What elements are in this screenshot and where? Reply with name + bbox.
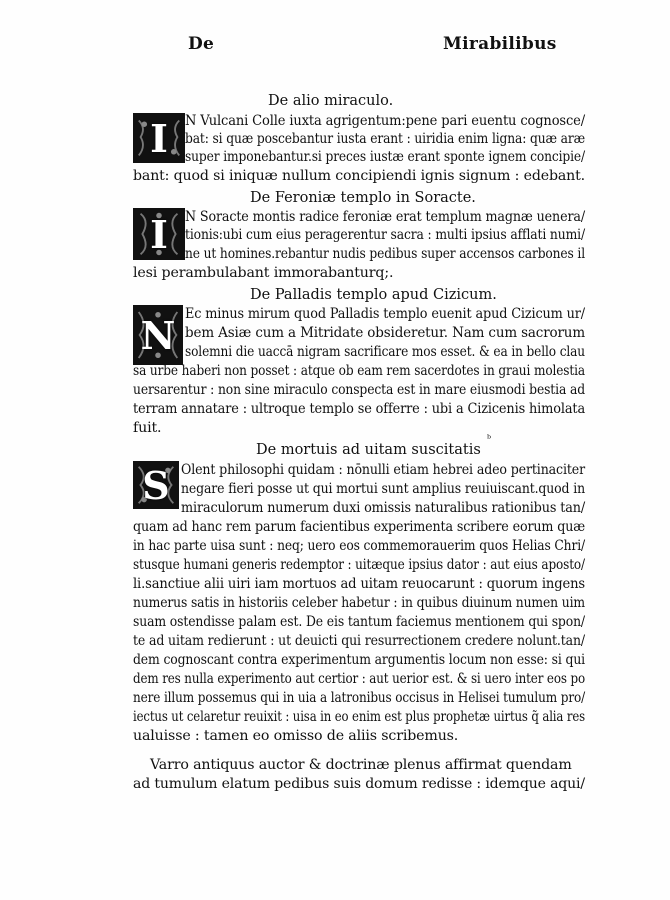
text-line: suam ostendisse palam est. De eis tantum faciemus mentionem qui spon/	[133, 614, 585, 630]
text-line: stusque humani generis redemptor : uitæque ipsius dator : aut eius aposto/	[133, 557, 585, 573]
text-line: terram annatare : ultroque templo se offerre : ubi a Cizicenis himolata	[133, 401, 586, 417]
decorated-initial-icon: S	[133, 461, 179, 509]
text-line: sa urbe haberi non posset : atque ob eam rem sacerdotes in graui molestia	[133, 363, 585, 379]
text-line: super imponebantur.si preces iustæ erant sponte ignem concipie/	[185, 149, 585, 165]
section-heading: De Feroniæ templo in Soracte.	[250, 190, 476, 206]
text-line: N Vulcani Colle iuxta agrigentum:pene pari euentu cognosce/	[185, 113, 585, 129]
text-line: quam ad hanc rem parum facientibus experimenta scribere eorum quæ	[133, 519, 586, 535]
text-line: Varro antiquus auctor & doctrinæ plenus affirmat quendam	[150, 757, 572, 773]
running-head-right: Mirabilibus	[443, 34, 557, 54]
text-line: dem res nulla experimento aut certior : aut uerior est. & si uero inter eos po	[133, 671, 586, 687]
running-head-left: De	[188, 34, 215, 54]
text-line: nere illum possemus qui in uia a latronibus occisus in Helisei tumulum pro/	[133, 690, 586, 706]
text-line: Ec minus mirum quod Palladis templo euenit apud Cizicum ur/	[185, 306, 585, 322]
text-line: ualuisse : tamen eo omisso de aliis scribemus.	[133, 728, 459, 744]
text-line: numerus satis in historiis celeber habetur : in quibus diuinum numen uim	[133, 595, 585, 611]
text-line: li.sanctiue alii uiri iam mortuos ad uitam reuocarunt : quorum ingens	[133, 576, 585, 592]
section-heading: De alio miraculo.	[268, 93, 394, 109]
text-line: lesi perambulabant immorabanturq;.	[133, 265, 394, 281]
text-line: N Soracte montis radice feroniæ erat templum magnæ uenera/	[185, 209, 586, 225]
text-line: tionis:ubi cum eius peragerentur sacra : multi ipsius afflati numi/	[185, 227, 585, 243]
text-line: ad tumulum elatum pedibus suis domum redisse : idemque aqui/	[133, 776, 585, 792]
text-line: negare fieri posse ut qui mortui sunt amplius reuiuiscant.quod in	[181, 481, 585, 497]
text-line: dem cognoscant contra experimentum argumentis locum non esse: si qui	[133, 652, 586, 668]
decorated-initial-icon: N	[133, 305, 183, 365]
text-line: bem Asiæ cum a Mitridate obsideretur. Nam cum sacrorum	[185, 325, 585, 341]
section-heading: De mortuis ad uitam suscitatis	[256, 442, 481, 458]
text-line: iectus ut celaretur reuixit : uisa in eo enim est plus prophetæ uirtus q̃ alia res	[133, 709, 586, 725]
text-line: solemni die uaccā nigram sacrificare mos esset. & ea in bello clau	[185, 344, 585, 360]
text-line: bant: quod si iniquæ nullum concipiendi ignis signum : edebant.	[133, 168, 585, 184]
text-line: te ad uitam redierunt : ut deuicti qui resurrectionem credere nolunt.tan/	[133, 633, 585, 649]
text-line: miraculorum numerum duxi omissis naturalibus rationibus tan/	[181, 500, 586, 516]
text-line: bat: si quæ poscebantur iusta erant : uiridia enim ligna: quæ aræ	[185, 131, 586, 147]
text-line: uersarentur : non sine miraculo conspecta est in mare eiusmodi bestia ad	[133, 382, 585, 398]
decorated-initial-icon: I	[133, 208, 185, 260]
text-line: in hac parte uisa sunt : neq; uero eos commemorauerim quos Helias Chri/	[133, 538, 586, 554]
text-line: Olent philosophi quidam : nōnulli etiam hebrei adeo pertinaciter	[181, 462, 586, 478]
decorated-initial-icon: I	[133, 113, 185, 163]
section-heading: De Palladis templo apud Cizicum.	[250, 287, 497, 303]
margin-mark: ᵇ	[487, 434, 491, 445]
text-line: ne ut homines.rebantur nudis pedibus super accensos carbones il	[185, 246, 586, 262]
text-line: fuit.	[133, 420, 162, 436]
